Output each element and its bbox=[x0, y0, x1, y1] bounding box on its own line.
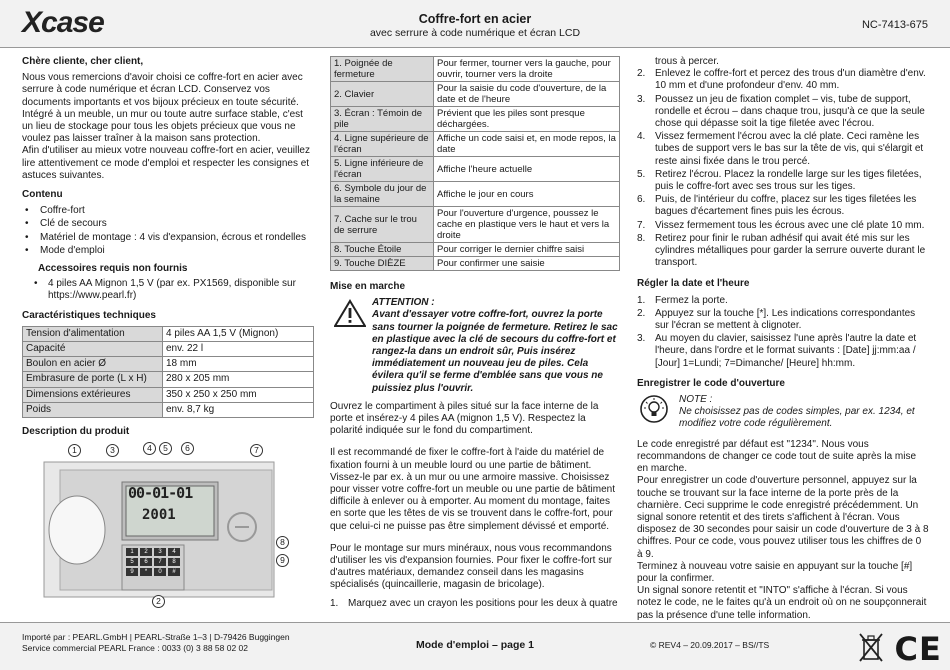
list-item: 2. Enlevez le coffre-fort et percez des trous d'un diamètre d'env. 10 mm et d'une profondeur d'env. 40 mm. bbox=[637, 68, 926, 92]
greeting: Chère cliente, cher client, bbox=[22, 56, 144, 67]
keypad-key[interactable]: 2 bbox=[140, 548, 152, 556]
keypad-key[interactable]: 0 bbox=[154, 568, 166, 576]
table-row: Tension d'alimentation 4 piles AA 1,5 V (Mignon) bbox=[23, 326, 314, 341]
table-row: 5. Ligne inférieure de l'écran Affiche l'heure actuelle bbox=[331, 157, 620, 182]
warning-text: Avant d'essayer votre coffre-fort, ouvrez la porte sans tourner la poignée de fermeture. Retirez le sac en plastique avec la clé de secours du coffre-fort et rangez-la dans un endroit sûr, Puis insérez immédiatement un nouveau jeu de piles. Cela évilera qu'il se ferme d'emblée sans que vous ne puissiez plus l'ouvrir. bbox=[372, 309, 618, 394]
paragraph: Pour enregistrer un code d'ouverture personnel, appuyez sur la touche se trouvant sur la face interne de la porte près de la charnière. Ceci supprime le code enregistré précédemment. Un signal sonore retentit et des tirets s'affichent à l'écran. Vous disposez de 30 secondes pour saisir un code d'ouverture de 3 à 8 chiffres. Pour ce code, vous pouvez utiliser tous les chiffres de 0 à 9. bbox=[637, 475, 929, 560]
accessories-list bbox=[22, 278, 314, 302]
keypad-key[interactable]: 1 bbox=[126, 548, 138, 556]
page-title: Coffre-fort en acier bbox=[418, 12, 532, 26]
column-3 bbox=[637, 56, 929, 628]
warning-title: ATTENTION : bbox=[372, 297, 435, 309]
paragraph: Le code enregistré par défaut est "1234". Nous vous recommandons de changer ce code tout de suite après la mise en marche. bbox=[637, 438, 917, 475]
keypad-key[interactable]: 7 bbox=[154, 558, 166, 566]
specs-table bbox=[22, 326, 314, 418]
callout-6: 6 bbox=[181, 442, 194, 455]
list-item: 4. Vissez fermement l'écrou avec la clé plate. Ceci ramène les tubes de support vers le bas sur la tête de vis, qui s'élargit et reste ainsi fixée dans le trou percé. bbox=[637, 131, 924, 167]
table-row: 2. Clavier Pour la saisie du code d'ouverture, de la date et de l'heure bbox=[331, 82, 620, 107]
intro-paragraph: Nous vous remercions d'avoir choisi ce coffre-fort en acier avec serrure à code numérique et écran LCD. Conservez vos documents importants et vos bijoux précieux en toute sécurité. Intégré à un meuble, un mur ou toute autre surface stable, c'est un lieu de stockage pour tous les objets précieux que vous ne voulez pas laisser traîner à la maison sans protection. bbox=[22, 72, 303, 145]
list-item: 3. Au moyen du clavier, saisissez l'une après l'autre la date et l'heure, dans l'ordre et le format suivants : [Date] jj:mm:aa / [Jour] 1=Lundi; 7=Dimanche/ [Heure] hh:mm. bbox=[637, 333, 917, 369]
callout-2: 2 bbox=[152, 595, 165, 608]
callout-5: 5 bbox=[159, 442, 172, 455]
list-item: 8. Retirez pour finir le ruban adhésif qui avait été mis sur les cylindres métalliques pour garder la serrure ouverte durant le transport. bbox=[637, 232, 926, 269]
table-row: 1. Poignée de fermeture Pour fermer, tourner vers la gauche, pour ouvrir, tourner vers la droite bbox=[331, 57, 620, 82]
weee-bin-icon bbox=[858, 631, 884, 668]
list-item: • Coffre-fort bbox=[22, 205, 314, 217]
ce-mark: CE bbox=[894, 630, 942, 668]
brand-logo: Xcase bbox=[22, 6, 104, 39]
keypad-key[interactable]: 9 bbox=[126, 568, 138, 576]
product-illustration bbox=[22, 442, 302, 620]
note-text: Ne choisissez pas de codes simples, par ex. 1234, et modifiez votre code régulièrement. bbox=[679, 406, 915, 430]
paragraph: Ouvrez le compartiment à piles situé sur la face interne de la porte et insérez-y 4 piles AA (mignon 1,5 V). Respectez la polarité indiquée sur le fond du compartiment. bbox=[330, 400, 599, 437]
compliance-marks bbox=[858, 630, 942, 668]
note-box bbox=[637, 394, 929, 431]
lightbulb-icon bbox=[639, 394, 669, 428]
table-row: Poids env. 8,7 kg bbox=[23, 402, 314, 417]
mounting-steps-continued bbox=[637, 68, 929, 269]
keypad-key[interactable]: 3 bbox=[154, 548, 166, 556]
product-reference: NC-7413-675 bbox=[861, 19, 928, 31]
list-item: 5. Retirez l'écrou. Placez la rondelle large sur les tiges filetées, puis le coffre-fort avec ses trous sur les tiges. bbox=[637, 168, 922, 193]
contents-heading: Contenu bbox=[22, 189, 63, 201]
callout-4: 4 bbox=[143, 442, 156, 455]
callout-8: 8 bbox=[276, 536, 289, 549]
page-subtitle: avec serrure à code numérique et écran LCD bbox=[369, 27, 581, 39]
install-heading: Mise en marche bbox=[330, 281, 406, 292]
paragraph: Il est recommandé de fixer le coffre-fort à l'aide du matériel de fixation fourni à un meuble lourd ou une partie de bâtiment. Vissez-le par ex. à un mur ou une armoire massive. Choisissez pour visser votre coffre-fort un meuble ou une partie de bâtiment difficile à enlever ou à emporter. Au moment du montage, faites en sorte que les têtes de vis se trouvent dans le coffre-fort, pour que celui-ci ne puisse pas être simplement dévissé et emporté. bbox=[330, 447, 615, 532]
column-2 bbox=[330, 56, 620, 616]
lcd-upper-line: 00-01-01 bbox=[128, 484, 193, 503]
code-heading: Enregistrer le code d'ouverture bbox=[637, 377, 785, 389]
keypad-key[interactable]: 8 bbox=[168, 558, 180, 566]
importer-info: Importé par : PEARL.GmbH | PEARL-Straße 1–3 | D-79426 Buggingen Service commercial PEARL France : 0033 (0) 3 88 58 02 02 bbox=[22, 632, 290, 653]
lcd-lower-line: 2001 bbox=[142, 507, 176, 524]
list-item: 1. Fermez la porte. bbox=[637, 294, 728, 306]
intro-paragraph-2: Afin d'utiliser au mieux votre nouveau coffre-fort en acier, veuillez lire attentivement ce mode d'emploi et respecter les consignes et astuces suivantes. bbox=[22, 145, 310, 181]
table-row: 8. Touche Étoile Pour corriger le dernier chiffre saisi bbox=[331, 243, 620, 257]
keypad-key[interactable]: * bbox=[140, 568, 152, 576]
table-row: Boulon en acier Ø 18 mm bbox=[23, 357, 314, 372]
table-row: 6. Symbole du jour de la semaine Affiche le jour en cours bbox=[331, 182, 620, 207]
keypad-key[interactable]: 5 bbox=[126, 558, 138, 566]
keypad bbox=[126, 548, 182, 576]
table-row: 3. Écran : Témoin de pile Prévient que les piles sont presque déchargées. bbox=[331, 107, 620, 132]
warning-box bbox=[330, 297, 620, 395]
revision-info: © REV4 – 20.09.2017 – BS//TS bbox=[650, 640, 770, 650]
list-item: 1. Marquez avec un crayon les positions pour les deux à quatre bbox=[330, 597, 618, 609]
safe-illustration bbox=[22, 442, 302, 620]
page-footer bbox=[0, 622, 950, 670]
list-item: • Clé de secours bbox=[22, 218, 314, 230]
table-row: 9. Touche DIÈZE Pour confirmer une saisie bbox=[331, 257, 620, 271]
callout-1: 1 bbox=[68, 444, 81, 457]
page-header bbox=[0, 0, 950, 48]
list-item: 3. Poussez un jeu de fixation complet – vis, tube de support, rondelle et écrou – dans chaque trou, jusqu'à ce que la seule chose qui dépasse soit la tige filetée avec l'écrou. bbox=[637, 93, 925, 130]
date-steps bbox=[637, 295, 929, 370]
callout-3: 3 bbox=[106, 444, 119, 457]
step-continuation: trous à percer. bbox=[655, 56, 719, 67]
page-label: Mode d'emploi – page 1 bbox=[415, 639, 535, 651]
warning-icon bbox=[334, 299, 366, 331]
list-item: • 4 piles AA Mignon 1,5 V (par ex. PX1569, disponible sur https://www.pearl.fr) bbox=[22, 278, 314, 302]
table-row: Capacité env. 22 l bbox=[23, 342, 314, 357]
contents-list bbox=[22, 205, 314, 257]
keypad-key[interactable]: 6 bbox=[140, 558, 152, 566]
paragraph: Pour le montage sur murs minéraux, nous vous recommandons d'utiliser les vis d'expansion fournies. Pour fixer le coffre-fort sur d'autres matériaux, demandez conseil dans les magasins spécialisés (quincaillerie, magasin de bricolage). bbox=[330, 542, 613, 591]
table-row: 7. Cache sur le trou de serrure Pour l'ouverture d'urgence, poussez le cache en plastique vers le haut et vers la droite bbox=[331, 207, 620, 243]
list-item: 7. Vissez fermement tous les écrous avec une clé plate 10 mm. bbox=[637, 219, 925, 231]
note-title: NOTE : bbox=[679, 394, 713, 406]
keypad-key[interactable]: # bbox=[168, 568, 180, 576]
list-item: 6. Puis, de l'intérieur du coffre, placez sur les tiges filetées les bagues d'écartement fines puis les écrous. bbox=[637, 194, 917, 218]
table-row: Embrasure de porte (L x H) 280 x 205 mm bbox=[23, 372, 314, 387]
list-item: • Mode d'emploi bbox=[22, 245, 314, 257]
table-row: 4. Ligne supérieure de l'écran Affiche un code saisi et, en mode repos, la date bbox=[331, 132, 620, 157]
components-table bbox=[330, 56, 620, 271]
callout-7: 7 bbox=[250, 444, 263, 457]
list-item: • Matériel de montage : 4 vis d'expansion, écrous et rondelles bbox=[22, 232, 314, 244]
accessories-heading: Accessoires requis non fournis bbox=[38, 263, 188, 275]
column-1 bbox=[22, 56, 314, 620]
callout-9: 9 bbox=[276, 554, 289, 567]
keypad-key[interactable]: 4 bbox=[168, 548, 180, 556]
specs-heading: Caractéristiques techniques bbox=[22, 309, 156, 321]
paragraph: Un signal sonore retentit et "INTO" s'affiche à l'écran. Si vous notez le code, ne le faites qu'à un endroit où on ne soupçonnerait pas la présence d'une telle information. bbox=[637, 585, 927, 621]
date-heading: Régler la date et l'heure bbox=[637, 278, 750, 290]
table-row: Dimensions extérieures 350 x 250 x 250 mm bbox=[23, 387, 314, 402]
mounting-steps bbox=[330, 598, 620, 610]
paragraph: Terminez à nouveau votre saisie en appuyant sur la touche [#] pour la confirmer. bbox=[637, 560, 913, 584]
list-item: 2. Appuyez sur la touche [*]. Les indications correspondantes sur l'écran se mettent à clignoter. bbox=[637, 307, 916, 332]
product-heading: Description du produit bbox=[22, 426, 130, 438]
